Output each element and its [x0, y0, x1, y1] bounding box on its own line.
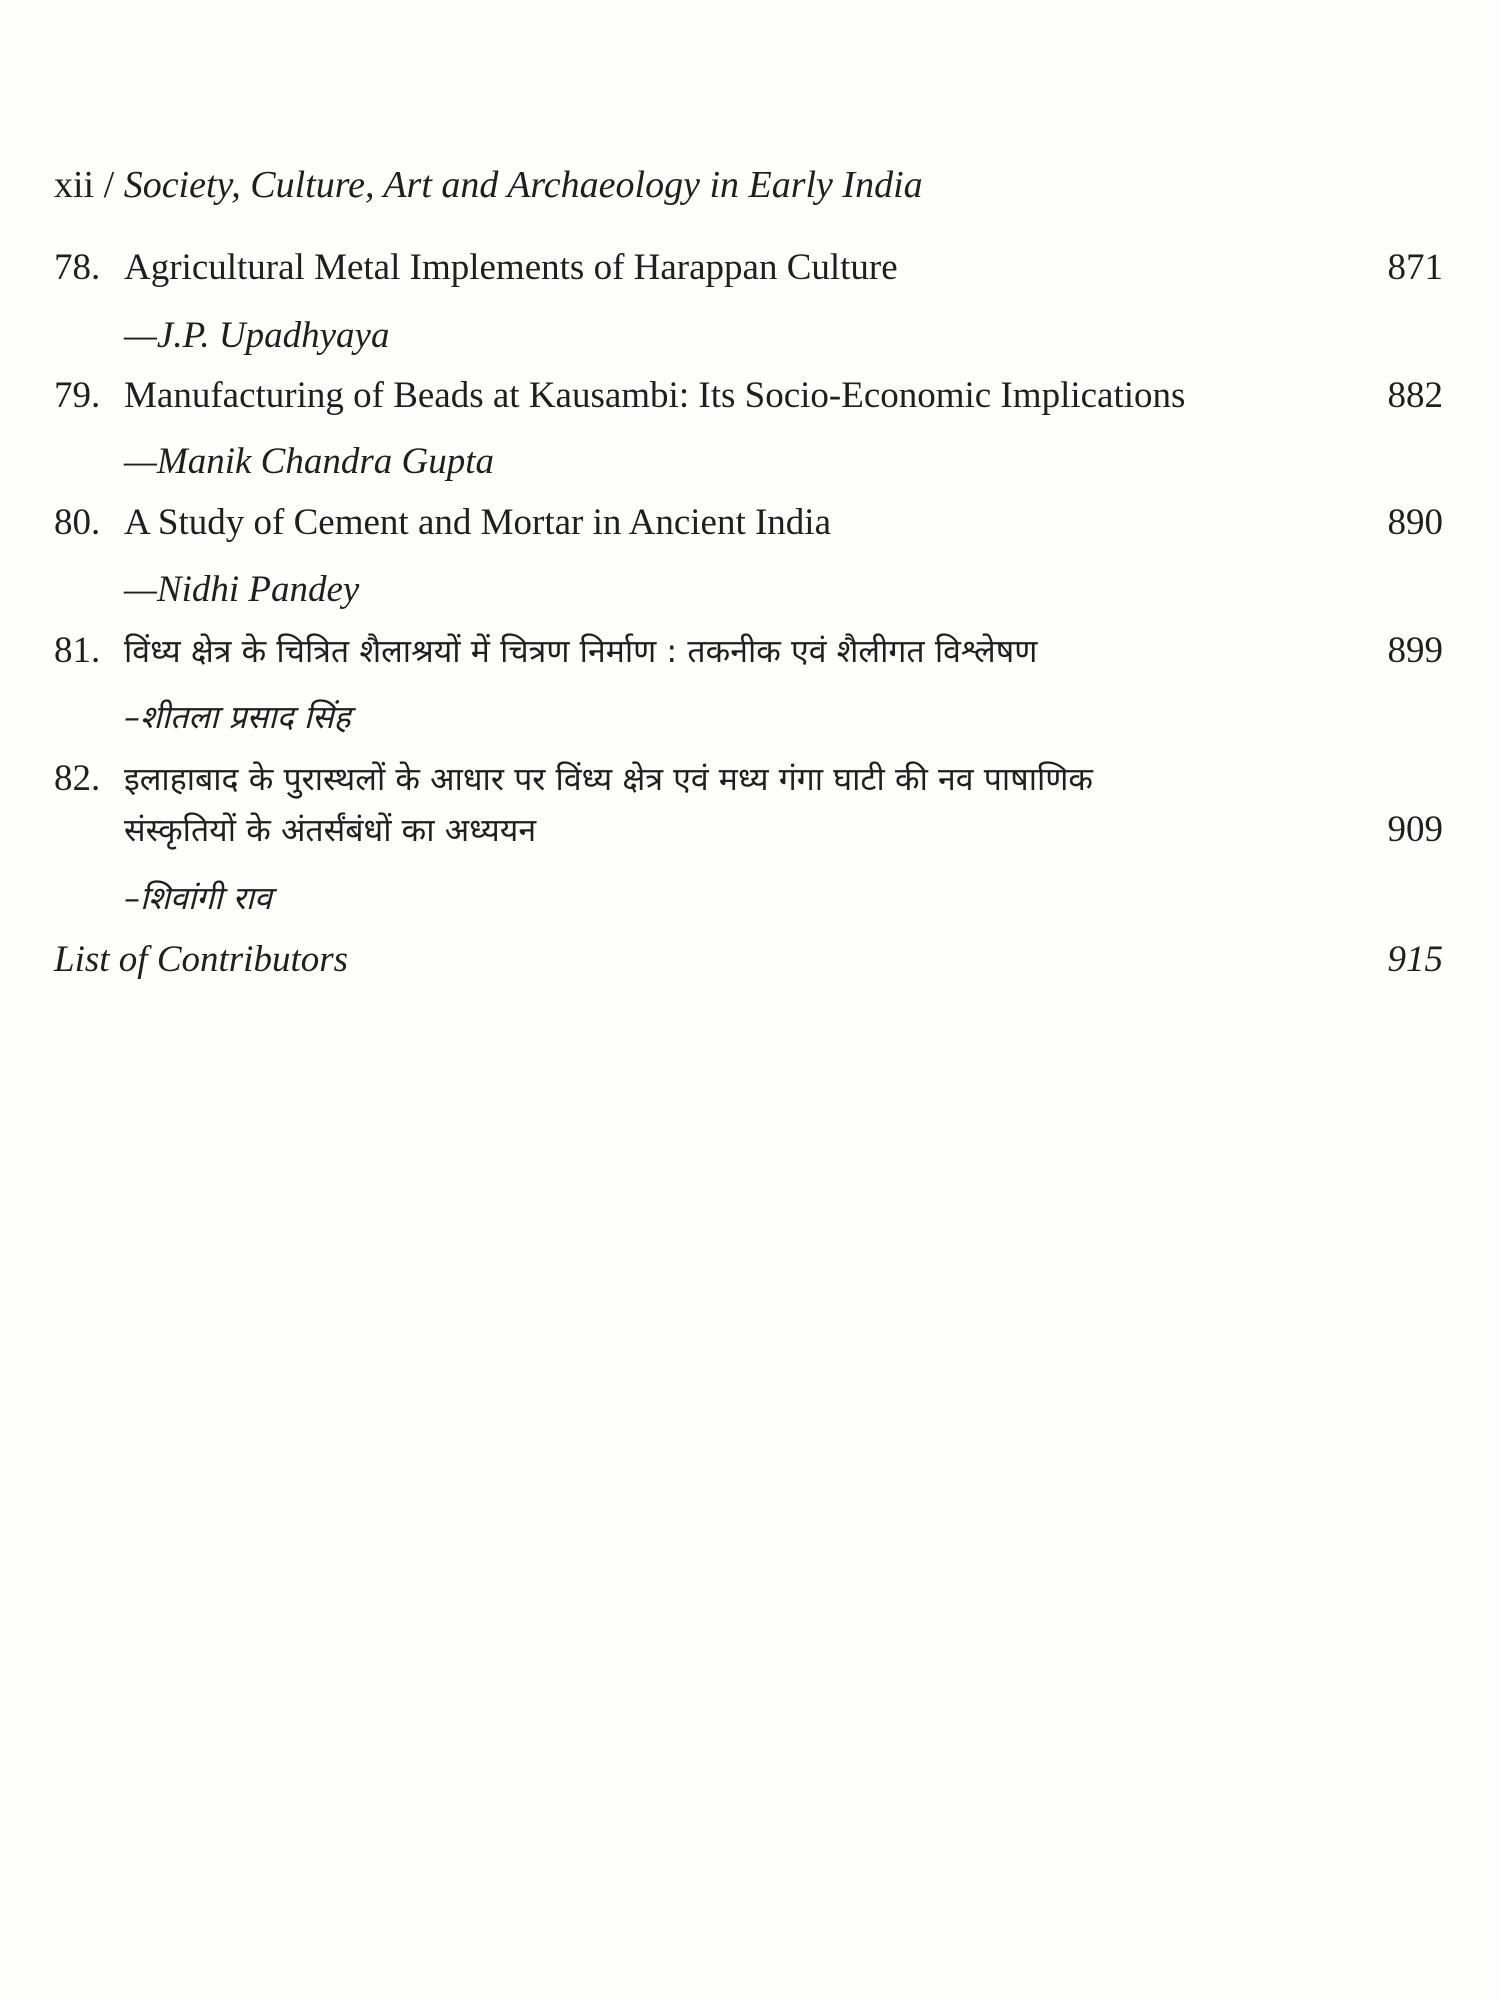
entry-number: 78.	[54, 247, 101, 288]
entry-title-line2[interactable]: संस्कृतियों के अंतर्संबंधों का अध्ययन	[124, 811, 537, 849]
contributors-label[interactable]: List of Contributors	[54, 939, 349, 980]
entry-title[interactable]: Manufacturing of Beads at Kausambi: Its Socio-Economic Implications	[124, 375, 1186, 416]
folio: xii /	[54, 164, 115, 206]
entry-author: –शिवांगी राव	[124, 879, 272, 917]
entry-page: 890	[1387, 502, 1443, 543]
entry-title[interactable]: A Study of Cement and Mortar in Ancient India	[124, 502, 831, 543]
entry-page: 899	[1387, 630, 1443, 671]
running-header	[54, 163, 923, 207]
entry-author: —Manik Chandra Gupta	[124, 441, 494, 482]
entry-number: 82.	[54, 758, 101, 799]
entry-page: 882	[1387, 375, 1443, 416]
entry-author: —J.P. Upadhyaya	[124, 315, 390, 356]
entry-number: 79.	[54, 375, 101, 416]
entry-title[interactable]: Agricultural Metal Implements of Harappan Culture	[124, 247, 898, 288]
entry-page: 871	[1387, 247, 1443, 288]
entry-title[interactable]: विंध्य क्षेत्र के चित्रित शैलाश्रयों में चित्रण निर्माण : तकनीक एवं शैलीगत विश्लेषण	[124, 632, 1038, 670]
book-title: Society, Culture, Art and Archaeology in Early India	[123, 164, 923, 206]
entry-author: —Nidhi Pandey	[124, 569, 360, 610]
entry-number: 81.	[54, 630, 101, 671]
entry-page: 909	[1387, 809, 1443, 850]
entry-title-line1[interactable]: इलाहाबाद के पुरास्थलों के आधार पर विंध्य क्षेत्र एवं मध्य गंगा घाटी की नव पाषाणिक	[124, 760, 1093, 798]
contributors-page: 915	[1387, 939, 1443, 980]
entry-author: –शीतला प्रसाद सिंह	[124, 698, 351, 736]
entry-number: 80.	[54, 502, 101, 543]
